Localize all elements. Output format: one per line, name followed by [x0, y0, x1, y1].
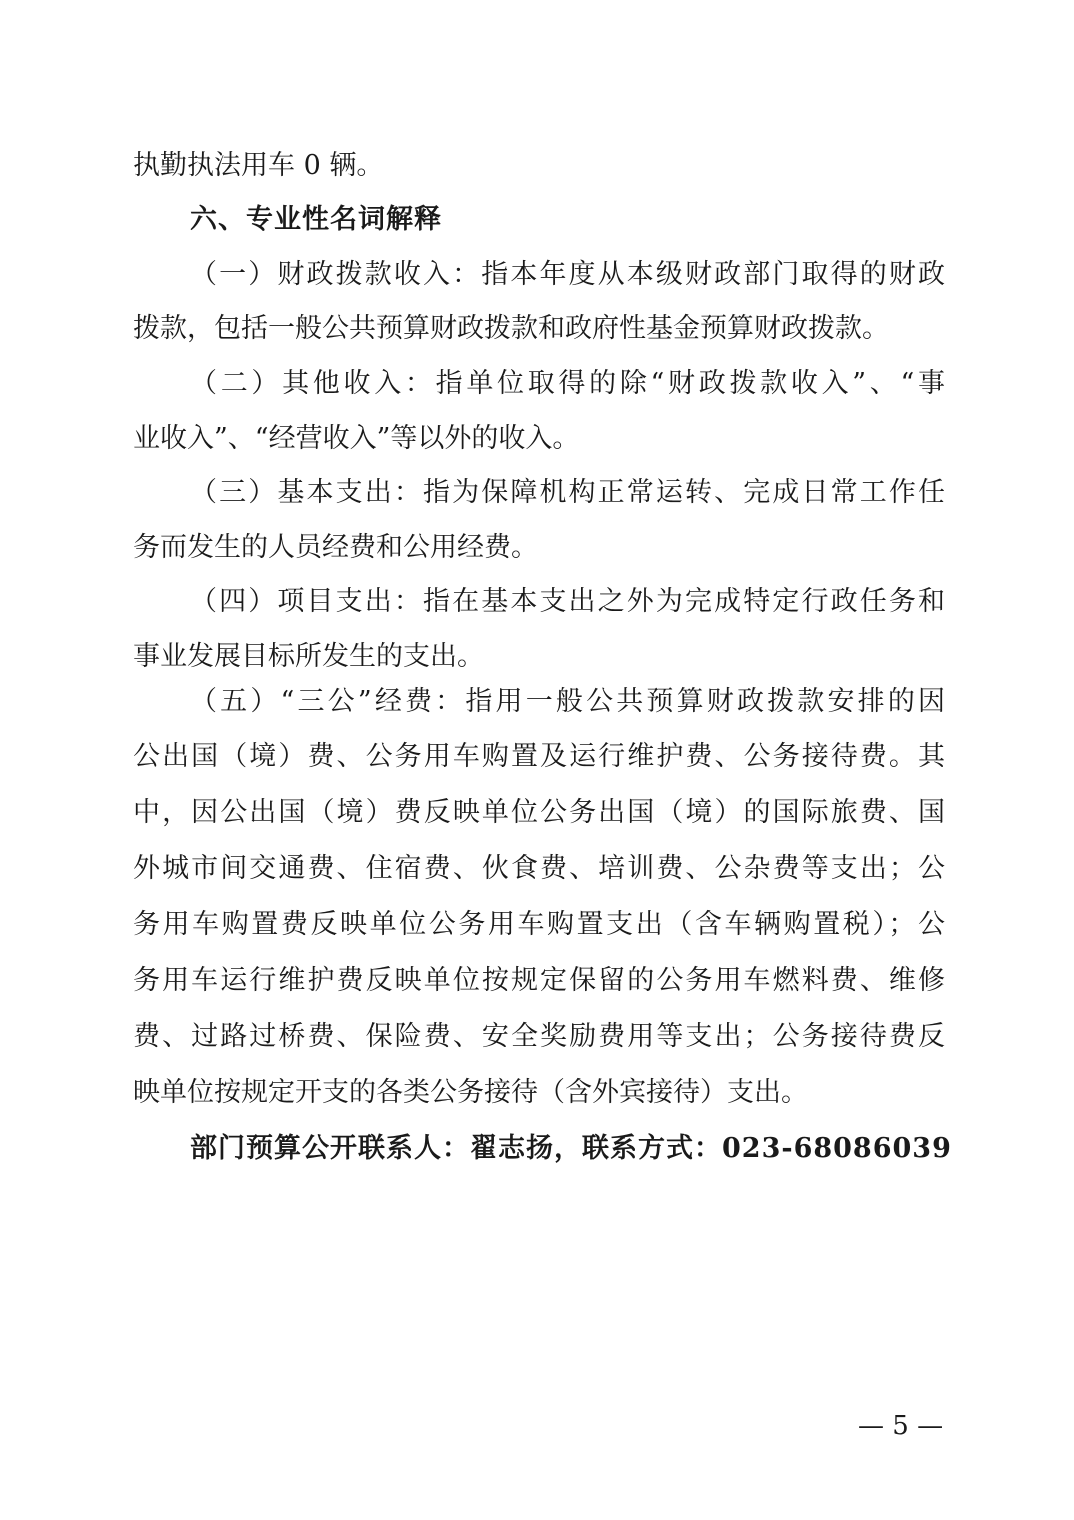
text-line: 映单位按规定开支的各类公务接待（含外宾接待）支出。 — [133, 1077, 808, 1108]
section-heading: 六、专业性名词解释 — [190, 204, 442, 235]
text-line: （四）项目支出：指在基本支出之外为完成特定行政任务和 — [190, 586, 945, 617]
text-line: 外城市间交通费、住宿费、伙食费、培训费、公杂费等支出；公 — [133, 853, 945, 884]
text-line: 公出国（境）费、公务用车购置及运行维护费、公务接待费。其 — [133, 741, 945, 772]
text-line: 务用车购置费反映单位公务用车购置支出（含车辆购置税）；公 — [133, 909, 945, 940]
text-line: （三）基本支出：指为保障机构正常运转、完成日常工作任 — [190, 477, 945, 508]
text-line: 事业发展目标所发生的支出。 — [133, 641, 484, 672]
text-line: 务而发生的人员经费和公用经费。 — [133, 532, 538, 563]
text-line: 拨款，包括一般公共预算财政拨款和政府性基金预算财政拨款。 — [133, 313, 889, 344]
text-line: 务用车运行维护费反映单位按规定保留的公务用车燃料费、维修 — [133, 965, 945, 996]
contact-info: 部门预算公开联系人：翟志扬，联系方式：023-68086039 — [190, 1133, 952, 1164]
page-number: — 5 — — [858, 1411, 944, 1441]
text-line: 费、过路过桥费、保险费、安全奖励费用等支出；公务接待费反 — [133, 1021, 945, 1052]
text-line: （二）其他收入：指单位取得的除“财政拨款收入”、“事 — [190, 368, 945, 399]
text-line: 执勤执法用车 0 辆。 — [133, 150, 384, 181]
text-line: 业收入”、“经营收入”等以外的收入。 — [133, 423, 580, 454]
text-line: （一）财政拨款收入：指本年度从本级财政部门取得的财政 — [190, 259, 945, 290]
text-line: （五）“三公”经费：指用一般公共预算财政拨款安排的因 — [190, 686, 945, 717]
text-line: 中，因公出国（境）费反映单位公务出国（境）的国际旅费、国 — [133, 797, 945, 828]
